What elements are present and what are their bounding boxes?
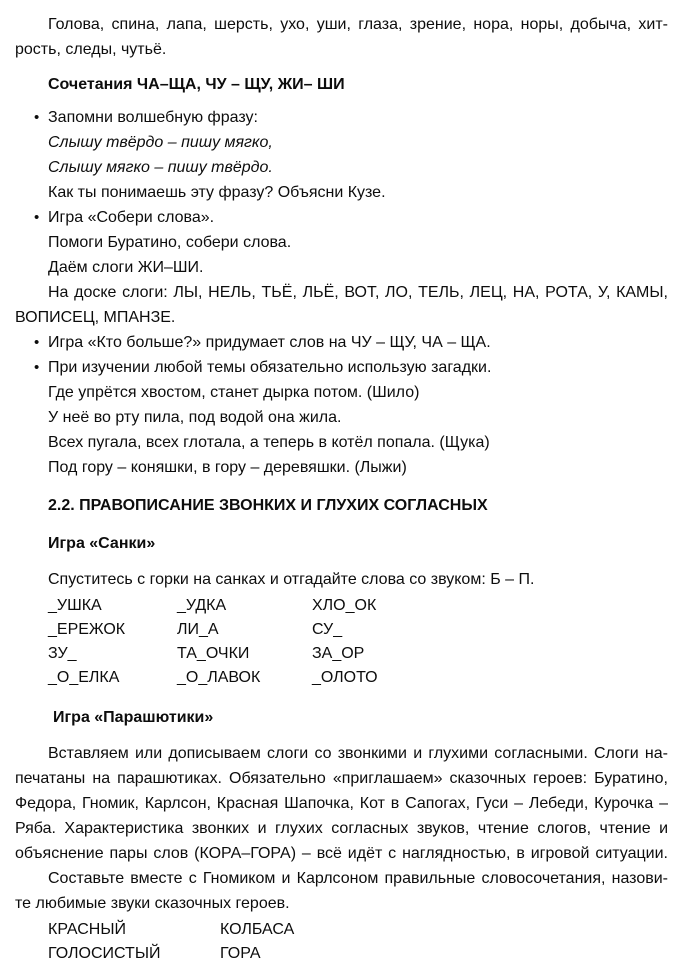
sub-line: Где упрётся хвостом, станет дырка потом. (Шило) [48,384,420,401]
word-grid-sanki-cell: ТА_ОЧКИ [177,645,250,662]
paragraph-line: Федора, Гномик, Карлсон, Красная Шапочка, Кот в Сапогах, Гуси – Лебеди, Курочка – [15,795,668,812]
word-grid-sanki-row [48,594,668,618]
paragraph-line: те любимые звуки сказочных героев. [15,895,290,912]
section-heading: 2.2. ПРАВОПИСАНИЕ ЗВОНКИХ И ГЛУХИХ СОГЛАСНЫХ [48,497,488,514]
sub-line: На доске слоги: ЛЫ, НЕЛЬ, ТЬЁ, ЛЬЁ, ВОТ, ЛО, ТЕЛЬ, ЛЕЦ, НА, РОТА, У, КАМЫ, [48,284,668,301]
sub-line: Как ты понимаешь эту фразу? Объясни Кузе. [48,184,386,201]
pair-grid-row [48,942,668,966]
paragraph-line: Голова, спина, лапа, шерсть, ухо, уши, глаза, зрение, нора, норы, добыча, хит- [48,16,668,33]
sub-line: Всех пугала, всех глотала, а теперь в котёл попала. (Щука) [48,434,490,451]
word-grid-sanki-cell: _О_ЕЛКА [48,669,120,686]
word-grid-sanki-cell: _О_ЛАВОК [177,669,261,686]
word-grid-sanki-row [48,618,668,642]
paragraph-line: Вставляем или дописываем слоги со звонкими и глухими согласными. Слоги на- [48,745,668,762]
paragraph-line: объяснение пары слов (КОРА–ГОРА) – всё идёт с наглядностью, в игровой ситуации. [15,845,668,862]
sub-line: ВОПИСЕЦ, МПАНЗЕ. [15,309,176,326]
word-grid-sanki-cell: _ЕРЕЖОК [48,621,126,638]
pair-grid-cell: КРАСНЫЙ [48,921,127,938]
pair-grid-cell: ГОЛОСИСТЫЙ [48,945,161,962]
bullet-icon: • [34,109,40,126]
word-grid-sanki-row [48,642,668,666]
word-grid-sanki-cell: _УШКА [48,597,102,614]
bullet-item-label: Запомни волшебную фразу: [48,109,258,126]
paragraph-line: Спуститесь с горки на санках и отгадайте слова со звуком: Б – П. [48,571,535,588]
word-grid-sanki-cell: ЛИ_А [177,621,219,638]
bullet-item-label: При изучении любой темы обязательно использую загадки. [48,359,492,376]
paragraph-line: Ряба. Характеристика звонких и глухих согласных звуков, чтение слогов, чтение и [15,820,668,837]
word-grid-sanki-cell: ЗА_ОР [312,645,365,662]
paragraph-line: печатаны на парашютиках. Обязательно «приглашаем» сказочных героев: Буратино, [15,770,668,787]
bullet-item [15,355,668,380]
bullet-item [15,330,668,355]
pair-grid-cell: ГОРА [220,945,261,962]
pair-grid-row [48,918,668,942]
word-grid-sanki-cell: _ОЛОТО [312,669,378,686]
game-heading-sanki: Игра «Санки» [48,535,156,552]
word-grid-sanki-cell: _УДКА [177,597,227,614]
game-heading-parashutiki: Игра «Парашютики» [53,709,214,726]
bullet-item-label: Игра «Собери слова». [48,209,215,226]
bullet-item [15,105,668,130]
sub-line: У неё во рту пила, под водой она жила. [48,409,342,426]
paragraph-line: рость, следы, чутьё. [15,41,167,58]
word-grid-sanki-row [48,666,668,690]
bullet-item [15,205,668,230]
pair-grid-cell: КОЛБАСА [220,921,295,938]
bullet-item-label: Игра «Кто больше?» придумает слов на ЧУ – ЩУ, ЧА – ЩА. [48,334,491,351]
bullet-icon: • [34,209,40,226]
sub-line: Даём слоги ЖИ–ШИ. [48,259,204,276]
heading-sochetaniya: Сочетания ЧА–ЩА, ЧУ – ЩУ, ЖИ– ШИ [48,76,345,93]
paragraph-line: Составьте вместе с Гномиком и Карлсоном правильные словосочетания, назови- [48,870,668,887]
word-grid-sanki-cell: ХЛО_ОК [312,597,377,614]
sub-line: Слышу мягко – пишу твёрдо. [48,159,273,176]
word-grid-sanki-cell: СУ_ [312,621,343,638]
sub-line: Слышу твёрдо – пишу мягко, [48,134,273,151]
sub-line: Помоги Буратино, собери слова. [48,234,292,251]
bullet-icon: • [34,334,40,351]
word-grid-sanki-cell: ЗУ_ [48,645,77,662]
bullet-icon: • [34,359,40,376]
sub-line: Под гору – коняшки, в гору – деревяшки. (Лыжи) [48,459,407,476]
